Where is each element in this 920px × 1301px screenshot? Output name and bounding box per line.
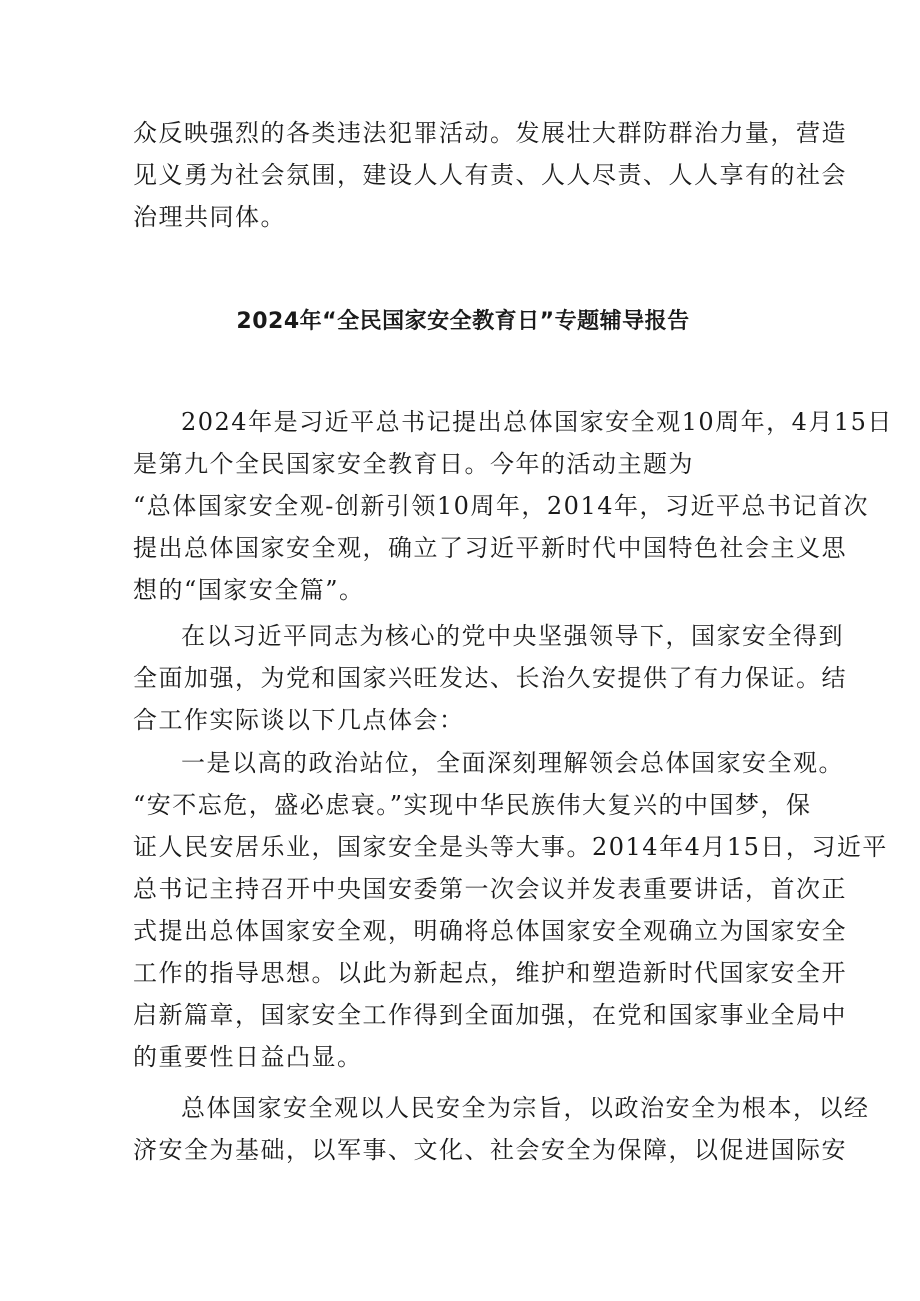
paragraph-4-line-2: 济安全为基础，以军事、文化、社会安全为保障，以促进国际安 [133, 1136, 847, 1164]
paragraph-1-line-3: “总体国家安全观-创新引领10周年，2014年，习近平总书记首次 [133, 492, 869, 520]
paragraph-3-line-7: 启新篇章，国家安全工作得到全面加强，在党和国家事业全局中 [133, 1001, 847, 1029]
paragraph-1-line-4: 提出总体国家安全观，确立了习近平新时代中国特色社会主义思 [133, 534, 847, 562]
intro-line-2: 见义勇为社会氛围，建设人人有责、人人尽责、人人享有的社会 [133, 161, 847, 189]
paragraph-3-line-5: 式提出总体国家安全观，明确将总体国家安全观确立为国家安全 [133, 917, 847, 945]
paragraph-3-line-3: 证人民安居乐业，国家安全是头等大事。2014年4月15日，习近平 [133, 833, 888, 861]
paragraph-2-line-2: 全面加强，为党和国家兴旺发达、长治久安提供了有力保证。结 [133, 664, 847, 692]
paragraph-1-line-1: 2024年是习近平总书记提出总体国家安全观10周年，4月15日 [181, 408, 893, 436]
paragraph-3-line-4: 总书记主持召开中央国安委第一次会议并发表重要讲话，首次正 [133, 875, 847, 903]
paragraph-2-line-3: 合工作实际谈以下几点体会： [133, 706, 465, 734]
intro-line-1: 众反映强烈的各类违法犯罪活动。发展壮大群防群治力量，营造 [133, 119, 847, 147]
paragraph-3-line-8: 的重要性日益凸显。 [133, 1043, 363, 1071]
paragraph-2-line-1: 在以习近平同志为核心的党中央坚强领导下，国家安全得到 [181, 622, 844, 650]
paragraph-3-line-6: 工作的指导思想。以此为新起点，维护和塑造新时代国家安全开 [133, 959, 847, 987]
paragraph-3-line-2: “安不忘危，盛必虑衰。”实现中华民族伟大复兴的中国梦，保 [133, 791, 812, 819]
paragraph-3-line-1: 一是以高的政治站位，全面深刻理解领会总体国家安全观。 [181, 749, 844, 777]
intro-line-3: 治理共同体。 [133, 203, 286, 231]
paragraph-4-line-1: 总体国家安全观以人民安全为宗旨，以政治安全为根本，以经 [181, 1094, 870, 1122]
paragraph-1-line-5: 想的“国家安全篇”。 [133, 576, 365, 604]
paragraph-1-line-2: 是第九个全民国家安全教育日。今年的活动主题为 [133, 450, 694, 478]
report-title: 2024年“全民国家安全教育日”专题辅导报告 [236, 309, 690, 334]
